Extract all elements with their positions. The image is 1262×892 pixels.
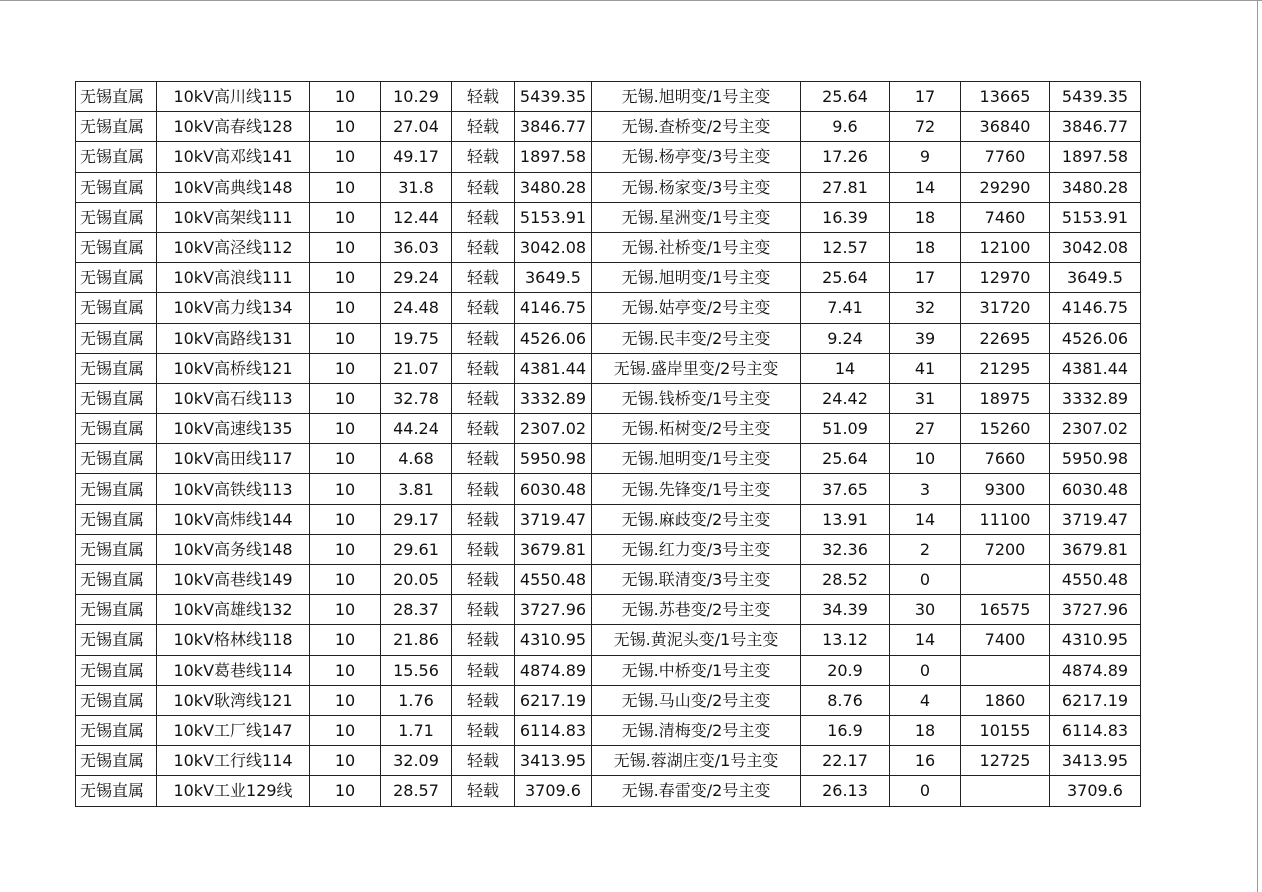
transformer-cell: 无锡.苏巷变/2号主变	[592, 595, 801, 625]
branch-cell: 无锡直属	[76, 112, 157, 142]
user-count-cell: 0	[890, 776, 961, 806]
load-rate-cell: 32.09	[381, 746, 452, 776]
transformer-cell: 无锡.旭明变/1号主变	[592, 82, 801, 112]
spare-capacity-cell: 3846.77	[515, 112, 592, 142]
transformer-cell: 无锡.红力变/3号主变	[592, 534, 801, 564]
load-rate-cell: 49.17	[381, 142, 452, 172]
voltage-cell: 10	[310, 82, 381, 112]
branch-cell: 无锡直属	[76, 715, 157, 745]
user-count-cell: 0	[890, 565, 961, 595]
load-rate-cell: 21.86	[381, 625, 452, 655]
line-name-cell: 10kV高务线148	[157, 534, 310, 564]
transformer-load-rate-cell: 32.36	[801, 534, 890, 564]
line-name-cell: 10kV高桥线121	[157, 353, 310, 383]
load-rate-cell: 1.76	[381, 685, 452, 715]
table-row	[76, 142, 1141, 172]
user-count-cell: 18	[890, 715, 961, 745]
line-name-cell: 10kV高川线115	[157, 82, 310, 112]
load-rate-cell: 4.68	[381, 444, 452, 474]
capacity-cell: 11100	[961, 504, 1050, 534]
transformer-cell: 无锡.先锋变/1号主变	[592, 474, 801, 504]
load-status-cell: 轻载	[452, 746, 515, 776]
branch-cell: 无锡直属	[76, 504, 157, 534]
line-name-cell: 10kV工业129线	[157, 776, 310, 806]
voltage-cell: 10	[310, 142, 381, 172]
transformer-load-rate-cell: 25.64	[801, 263, 890, 293]
capacity-cell: 12725	[961, 746, 1050, 776]
load-rate-cell: 44.24	[381, 414, 452, 444]
page-top-border	[0, 0, 1262, 1]
voltage-cell: 10	[310, 685, 381, 715]
transformer-load-rate-cell: 9.24	[801, 323, 890, 353]
branch-cell: 无锡直属	[76, 444, 157, 474]
load-rate-cell: 28.37	[381, 595, 452, 625]
load-rate-cell: 29.24	[381, 263, 452, 293]
load-status-cell: 轻载	[452, 655, 515, 685]
transformer-cell: 无锡.杨家变/3号主变	[592, 172, 801, 202]
user-count-cell: 17	[890, 82, 961, 112]
capacity-cell	[961, 655, 1050, 685]
load-status-cell: 轻载	[452, 534, 515, 564]
table-row	[76, 172, 1141, 202]
user-count-cell: 30	[890, 595, 961, 625]
load-rate-cell: 15.56	[381, 655, 452, 685]
spare-capacity-cell: 2307.02	[515, 414, 592, 444]
capacity-cell: 7660	[961, 444, 1050, 474]
transformer-load-rate-cell: 34.39	[801, 595, 890, 625]
branch-cell: 无锡直属	[76, 82, 157, 112]
line-name-cell: 10kV高速线135	[157, 414, 310, 444]
table-row	[76, 263, 1141, 293]
table-row	[76, 353, 1141, 383]
load-rate-cell: 21.07	[381, 353, 452, 383]
available-capacity-cell: 3042.08	[1050, 232, 1141, 262]
line-name-cell: 10kV高力线134	[157, 293, 310, 323]
branch-cell: 无锡直属	[76, 172, 157, 202]
load-status-cell: 轻载	[452, 263, 515, 293]
branch-cell: 无锡直属	[76, 202, 157, 232]
load-status-cell: 轻载	[452, 474, 515, 504]
transformer-cell: 无锡.社桥变/1号主变	[592, 232, 801, 262]
available-capacity-cell: 4310.95	[1050, 625, 1141, 655]
table-row	[76, 534, 1141, 564]
voltage-cell: 10	[310, 172, 381, 202]
transformer-cell: 无锡.麻歧变/2号主变	[592, 504, 801, 534]
load-status-cell: 轻载	[452, 293, 515, 323]
user-count-cell: 14	[890, 625, 961, 655]
capacity-cell: 12970	[961, 263, 1050, 293]
voltage-cell: 10	[310, 112, 381, 142]
voltage-cell: 10	[310, 353, 381, 383]
line-name-cell: 10kV耿湾线121	[157, 685, 310, 715]
table-row	[76, 383, 1141, 413]
transformer-load-rate-cell: 25.64	[801, 444, 890, 474]
available-capacity-cell: 6114.83	[1050, 715, 1141, 745]
load-rate-cell: 31.8	[381, 172, 452, 202]
capacity-cell	[961, 776, 1050, 806]
page-right-border	[1257, 0, 1258, 892]
available-capacity-cell: 4381.44	[1050, 353, 1141, 383]
user-count-cell: 27	[890, 414, 961, 444]
user-count-cell: 14	[890, 172, 961, 202]
user-count-cell: 9	[890, 142, 961, 172]
table-row	[76, 715, 1141, 745]
transformer-cell: 无锡.马山变/2号主变	[592, 685, 801, 715]
transformer-cell: 无锡.旭明变/1号主变	[592, 263, 801, 293]
line-name-cell: 10kV工厂线147	[157, 715, 310, 745]
line-name-cell: 10kV工行线114	[157, 746, 310, 776]
transformer-cell: 无锡.黄泥头变/1号主变	[592, 625, 801, 655]
voltage-cell: 10	[310, 293, 381, 323]
table-row	[76, 444, 1141, 474]
transformer-load-rate-cell: 13.91	[801, 504, 890, 534]
load-status-cell: 轻载	[452, 504, 515, 534]
voltage-cell: 10	[310, 746, 381, 776]
load-status-cell: 轻载	[452, 625, 515, 655]
branch-cell: 无锡直属	[76, 655, 157, 685]
capacity-cell: 13665	[961, 82, 1050, 112]
voltage-cell: 10	[310, 232, 381, 262]
user-count-cell: 4	[890, 685, 961, 715]
load-status-cell: 轻载	[452, 172, 515, 202]
branch-cell: 无锡直属	[76, 383, 157, 413]
available-capacity-cell: 3332.89	[1050, 383, 1141, 413]
available-capacity-cell: 3679.81	[1050, 534, 1141, 564]
capacity-cell: 16575	[961, 595, 1050, 625]
user-count-cell: 32	[890, 293, 961, 323]
load-status-cell: 轻载	[452, 444, 515, 474]
user-count-cell: 39	[890, 323, 961, 353]
transformer-load-rate-cell: 27.81	[801, 172, 890, 202]
available-capacity-cell: 3413.95	[1050, 746, 1141, 776]
load-status-cell: 轻载	[452, 323, 515, 353]
line-name-cell: 10kV高石线113	[157, 383, 310, 413]
load-status-cell: 轻载	[452, 142, 515, 172]
available-capacity-cell: 4526.06	[1050, 323, 1141, 353]
available-capacity-cell: 3709.6	[1050, 776, 1141, 806]
branch-cell: 无锡直属	[76, 685, 157, 715]
table-row	[76, 202, 1141, 232]
branch-cell: 无锡直属	[76, 353, 157, 383]
spare-capacity-cell: 3709.6	[515, 776, 592, 806]
branch-cell: 无锡直属	[76, 776, 157, 806]
spare-capacity-cell: 4550.48	[515, 565, 592, 595]
branch-cell: 无锡直属	[76, 263, 157, 293]
user-count-cell: 2	[890, 534, 961, 564]
transformer-load-rate-cell: 16.39	[801, 202, 890, 232]
table-row	[76, 776, 1141, 806]
transformer-cell: 无锡.蓉湖庄变/1号主变	[592, 746, 801, 776]
voltage-cell: 10	[310, 414, 381, 444]
line-name-cell: 10kV高浪线111	[157, 263, 310, 293]
transformer-cell: 无锡.柘树变/2号主变	[592, 414, 801, 444]
spare-capacity-cell: 1897.58	[515, 142, 592, 172]
spare-capacity-cell: 4310.95	[515, 625, 592, 655]
available-capacity-cell: 4874.89	[1050, 655, 1141, 685]
branch-cell: 无锡直属	[76, 142, 157, 172]
transformer-load-rate-cell: 9.6	[801, 112, 890, 142]
load-status-cell: 轻载	[452, 112, 515, 142]
line-name-cell: 10kV格林线118	[157, 625, 310, 655]
load-rate-cell: 10.29	[381, 82, 452, 112]
transformer-cell: 无锡.星洲变/1号主变	[592, 202, 801, 232]
load-rate-cell: 20.05	[381, 565, 452, 595]
user-count-cell: 72	[890, 112, 961, 142]
transformer-cell: 无锡.杨亭变/3号主变	[592, 142, 801, 172]
transformer-load-rate-cell: 25.64	[801, 82, 890, 112]
table-row	[76, 625, 1141, 655]
transformer-load-rate-cell: 13.12	[801, 625, 890, 655]
transformer-load-rate-cell: 14	[801, 353, 890, 383]
line-name-cell: 10kV高泾线112	[157, 232, 310, 262]
transformer-load-rate-cell: 26.13	[801, 776, 890, 806]
voltage-cell: 10	[310, 444, 381, 474]
available-capacity-cell: 1897.58	[1050, 142, 1141, 172]
capacity-cell	[961, 565, 1050, 595]
voltage-cell: 10	[310, 323, 381, 353]
load-status-cell: 轻载	[452, 202, 515, 232]
user-count-cell: 17	[890, 263, 961, 293]
user-count-cell: 16	[890, 746, 961, 776]
spare-capacity-cell: 5153.91	[515, 202, 592, 232]
voltage-cell: 10	[310, 504, 381, 534]
load-rate-cell: 29.61	[381, 534, 452, 564]
table-row	[76, 474, 1141, 504]
branch-cell: 无锡直属	[76, 746, 157, 776]
load-rate-cell: 1.71	[381, 715, 452, 745]
available-capacity-cell: 4550.48	[1050, 565, 1141, 595]
spare-capacity-cell: 4526.06	[515, 323, 592, 353]
user-count-cell: 0	[890, 655, 961, 685]
load-status-cell: 轻载	[452, 82, 515, 112]
line-name-cell: 10kV高典线148	[157, 172, 310, 202]
line-name-cell: 10kV高炜线144	[157, 504, 310, 534]
voltage-cell: 10	[310, 534, 381, 564]
load-status-cell: 轻载	[452, 595, 515, 625]
transformer-cell: 无锡.查桥变/2号主变	[592, 112, 801, 142]
transformer-cell: 无锡.旭明变/1号主变	[592, 444, 801, 474]
spare-capacity-cell: 3727.96	[515, 595, 592, 625]
branch-cell: 无锡直属	[76, 595, 157, 625]
capacity-cell: 10155	[961, 715, 1050, 745]
line-name-cell: 10kV高铁线113	[157, 474, 310, 504]
voltage-cell: 10	[310, 263, 381, 293]
load-rate-cell: 29.17	[381, 504, 452, 534]
line-name-cell: 10kV高架线111	[157, 202, 310, 232]
branch-cell: 无锡直属	[76, 565, 157, 595]
voltage-cell: 10	[310, 383, 381, 413]
table-row	[76, 112, 1141, 142]
transformer-load-rate-cell: 17.26	[801, 142, 890, 172]
load-rate-cell: 32.78	[381, 383, 452, 413]
spare-capacity-cell: 3332.89	[515, 383, 592, 413]
spare-capacity-cell: 4146.75	[515, 293, 592, 323]
capacity-cell: 18975	[961, 383, 1050, 413]
user-count-cell: 14	[890, 504, 961, 534]
line-name-cell: 10kV高田线117	[157, 444, 310, 474]
spare-capacity-cell: 5950.98	[515, 444, 592, 474]
table-row	[76, 655, 1141, 685]
branch-cell: 无锡直属	[76, 414, 157, 444]
capacity-cell: 7460	[961, 202, 1050, 232]
table-row	[76, 323, 1141, 353]
available-capacity-cell: 5439.35	[1050, 82, 1141, 112]
line-name-cell: 10kV高邓线141	[157, 142, 310, 172]
capacity-cell: 22695	[961, 323, 1050, 353]
transformer-cell: 无锡.中桥变/1号主变	[592, 655, 801, 685]
transformer-load-rate-cell: 16.9	[801, 715, 890, 745]
available-capacity-cell: 3846.77	[1050, 112, 1141, 142]
transformer-cell: 无锡.盛岸里变/2号主变	[592, 353, 801, 383]
available-capacity-cell: 3649.5	[1050, 263, 1141, 293]
user-count-cell: 41	[890, 353, 961, 383]
transformer-cell: 无锡.春雷变/2号主变	[592, 776, 801, 806]
load-rate-cell: 19.75	[381, 323, 452, 353]
transformer-load-rate-cell: 51.09	[801, 414, 890, 444]
voltage-cell: 10	[310, 565, 381, 595]
capacity-cell: 7200	[961, 534, 1050, 564]
transformer-load-rate-cell: 28.52	[801, 565, 890, 595]
line-name-cell: 10kV高春线128	[157, 112, 310, 142]
user-count-cell: 18	[890, 202, 961, 232]
capacity-cell: 31720	[961, 293, 1050, 323]
spare-capacity-cell: 3413.95	[515, 746, 592, 776]
voltage-cell: 10	[310, 715, 381, 745]
available-capacity-cell: 5950.98	[1050, 444, 1141, 474]
voltage-cell: 10	[310, 595, 381, 625]
spare-capacity-cell: 4874.89	[515, 655, 592, 685]
transformer-cell: 无锡.联清变/3号主变	[592, 565, 801, 595]
branch-cell: 无锡直属	[76, 474, 157, 504]
table-row	[76, 82, 1141, 112]
transformer-cell: 无锡.钱桥变/1号主变	[592, 383, 801, 413]
voltage-cell: 10	[310, 202, 381, 232]
transformer-load-rate-cell: 20.9	[801, 655, 890, 685]
branch-cell: 无锡直属	[76, 534, 157, 564]
spare-capacity-cell: 3480.28	[515, 172, 592, 202]
capacity-cell: 29290	[961, 172, 1050, 202]
spare-capacity-cell: 6114.83	[515, 715, 592, 745]
line-name-cell: 10kV葛巷线114	[157, 655, 310, 685]
load-rate-cell: 12.44	[381, 202, 452, 232]
available-capacity-cell: 5153.91	[1050, 202, 1141, 232]
table-row	[76, 595, 1141, 625]
load-status-cell: 轻载	[452, 383, 515, 413]
capacity-cell: 15260	[961, 414, 1050, 444]
voltage-cell: 10	[310, 776, 381, 806]
table-row	[76, 414, 1141, 444]
available-capacity-cell: 6030.48	[1050, 474, 1141, 504]
load-status-cell: 轻载	[452, 715, 515, 745]
spare-capacity-cell: 3679.81	[515, 534, 592, 564]
load-status-cell: 轻载	[452, 232, 515, 262]
user-count-cell: 3	[890, 474, 961, 504]
load-status-cell: 轻载	[452, 353, 515, 383]
branch-cell: 无锡直属	[76, 323, 157, 353]
line-name-cell: 10kV高雄线132	[157, 595, 310, 625]
table-row	[76, 293, 1141, 323]
spare-capacity-cell: 3649.5	[515, 263, 592, 293]
capacity-cell: 7760	[961, 142, 1050, 172]
capacity-cell: 9300	[961, 474, 1050, 504]
load-rate-cell: 27.04	[381, 112, 452, 142]
load-status-cell: 轻载	[452, 414, 515, 444]
branch-cell: 无锡直属	[76, 625, 157, 655]
table-row	[76, 504, 1141, 534]
load-status-cell: 轻载	[452, 685, 515, 715]
available-capacity-cell: 6217.19	[1050, 685, 1141, 715]
load-rate-cell: 24.48	[381, 293, 452, 323]
transformer-load-rate-cell: 7.41	[801, 293, 890, 323]
line-name-cell: 10kV高巷线149	[157, 565, 310, 595]
spare-capacity-cell: 4381.44	[515, 353, 592, 383]
available-capacity-cell: 3480.28	[1050, 172, 1141, 202]
feeder-load-table	[75, 81, 1141, 807]
user-count-cell: 18	[890, 232, 961, 262]
table-body	[76, 82, 1141, 807]
line-name-cell: 10kV高路线131	[157, 323, 310, 353]
spare-capacity-cell: 6030.48	[515, 474, 592, 504]
capacity-cell: 7400	[961, 625, 1050, 655]
transformer-load-rate-cell: 24.42	[801, 383, 890, 413]
branch-cell: 无锡直属	[76, 232, 157, 262]
load-rate-cell: 3.81	[381, 474, 452, 504]
spare-capacity-cell: 3042.08	[515, 232, 592, 262]
voltage-cell: 10	[310, 655, 381, 685]
transformer-cell: 无锡.民丰变/2号主变	[592, 323, 801, 353]
table-row	[76, 685, 1141, 715]
table-row	[76, 746, 1141, 776]
available-capacity-cell: 3727.96	[1050, 595, 1141, 625]
transformer-load-rate-cell: 22.17	[801, 746, 890, 776]
capacity-cell: 12100	[961, 232, 1050, 262]
user-count-cell: 31	[890, 383, 961, 413]
available-capacity-cell: 4146.75	[1050, 293, 1141, 323]
load-rate-cell: 36.03	[381, 232, 452, 262]
table-row	[76, 232, 1141, 262]
capacity-cell: 1860	[961, 685, 1050, 715]
spare-capacity-cell: 6217.19	[515, 685, 592, 715]
available-capacity-cell: 2307.02	[1050, 414, 1141, 444]
load-rate-cell: 28.57	[381, 776, 452, 806]
transformer-cell: 无锡.姑亭变/2号主变	[592, 293, 801, 323]
transformer-load-rate-cell: 8.76	[801, 685, 890, 715]
capacity-cell: 21295	[961, 353, 1050, 383]
load-status-cell: 轻载	[452, 565, 515, 595]
available-capacity-cell: 3719.47	[1050, 504, 1141, 534]
load-status-cell: 轻载	[452, 776, 515, 806]
voltage-cell: 10	[310, 625, 381, 655]
table-row	[76, 565, 1141, 595]
transformer-load-rate-cell: 37.65	[801, 474, 890, 504]
capacity-cell: 36840	[961, 112, 1050, 142]
voltage-cell: 10	[310, 474, 381, 504]
branch-cell: 无锡直属	[76, 293, 157, 323]
spare-capacity-cell: 5439.35	[515, 82, 592, 112]
transformer-load-rate-cell: 12.57	[801, 232, 890, 262]
spare-capacity-cell: 3719.47	[515, 504, 592, 534]
transformer-cell: 无锡.清梅变/2号主变	[592, 715, 801, 745]
user-count-cell: 10	[890, 444, 961, 474]
